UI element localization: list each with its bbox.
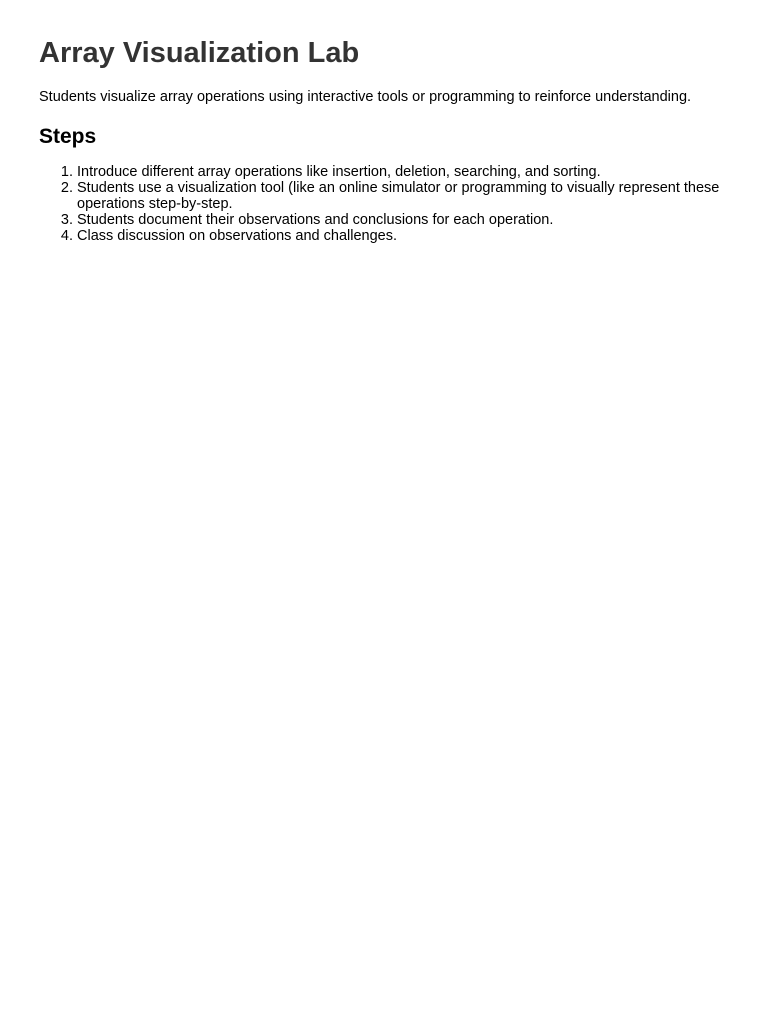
step-item-4: 4. Class discussion on observations and challenges. [77,228,729,244]
page-title: Array Visualization Lab [39,37,360,69]
document-page [39,36,729,245]
step-item-3: 3. Students document their observations and conclusions for each operation. [77,212,729,228]
step-item-2: 2. Students use a visualization tool (like an online simulator or programming to visually represent these operations step-by-step. [77,180,729,212]
steps-heading: Steps [39,124,97,148]
step-item-1: 1. Introduce different array operations like insertion, deletion, searching, and sorting. [77,164,729,180]
intro-paragraph: Students visualize array operations using interactive tools or programming to reinforce understanding. [39,89,692,105]
steps-list [39,164,729,245]
